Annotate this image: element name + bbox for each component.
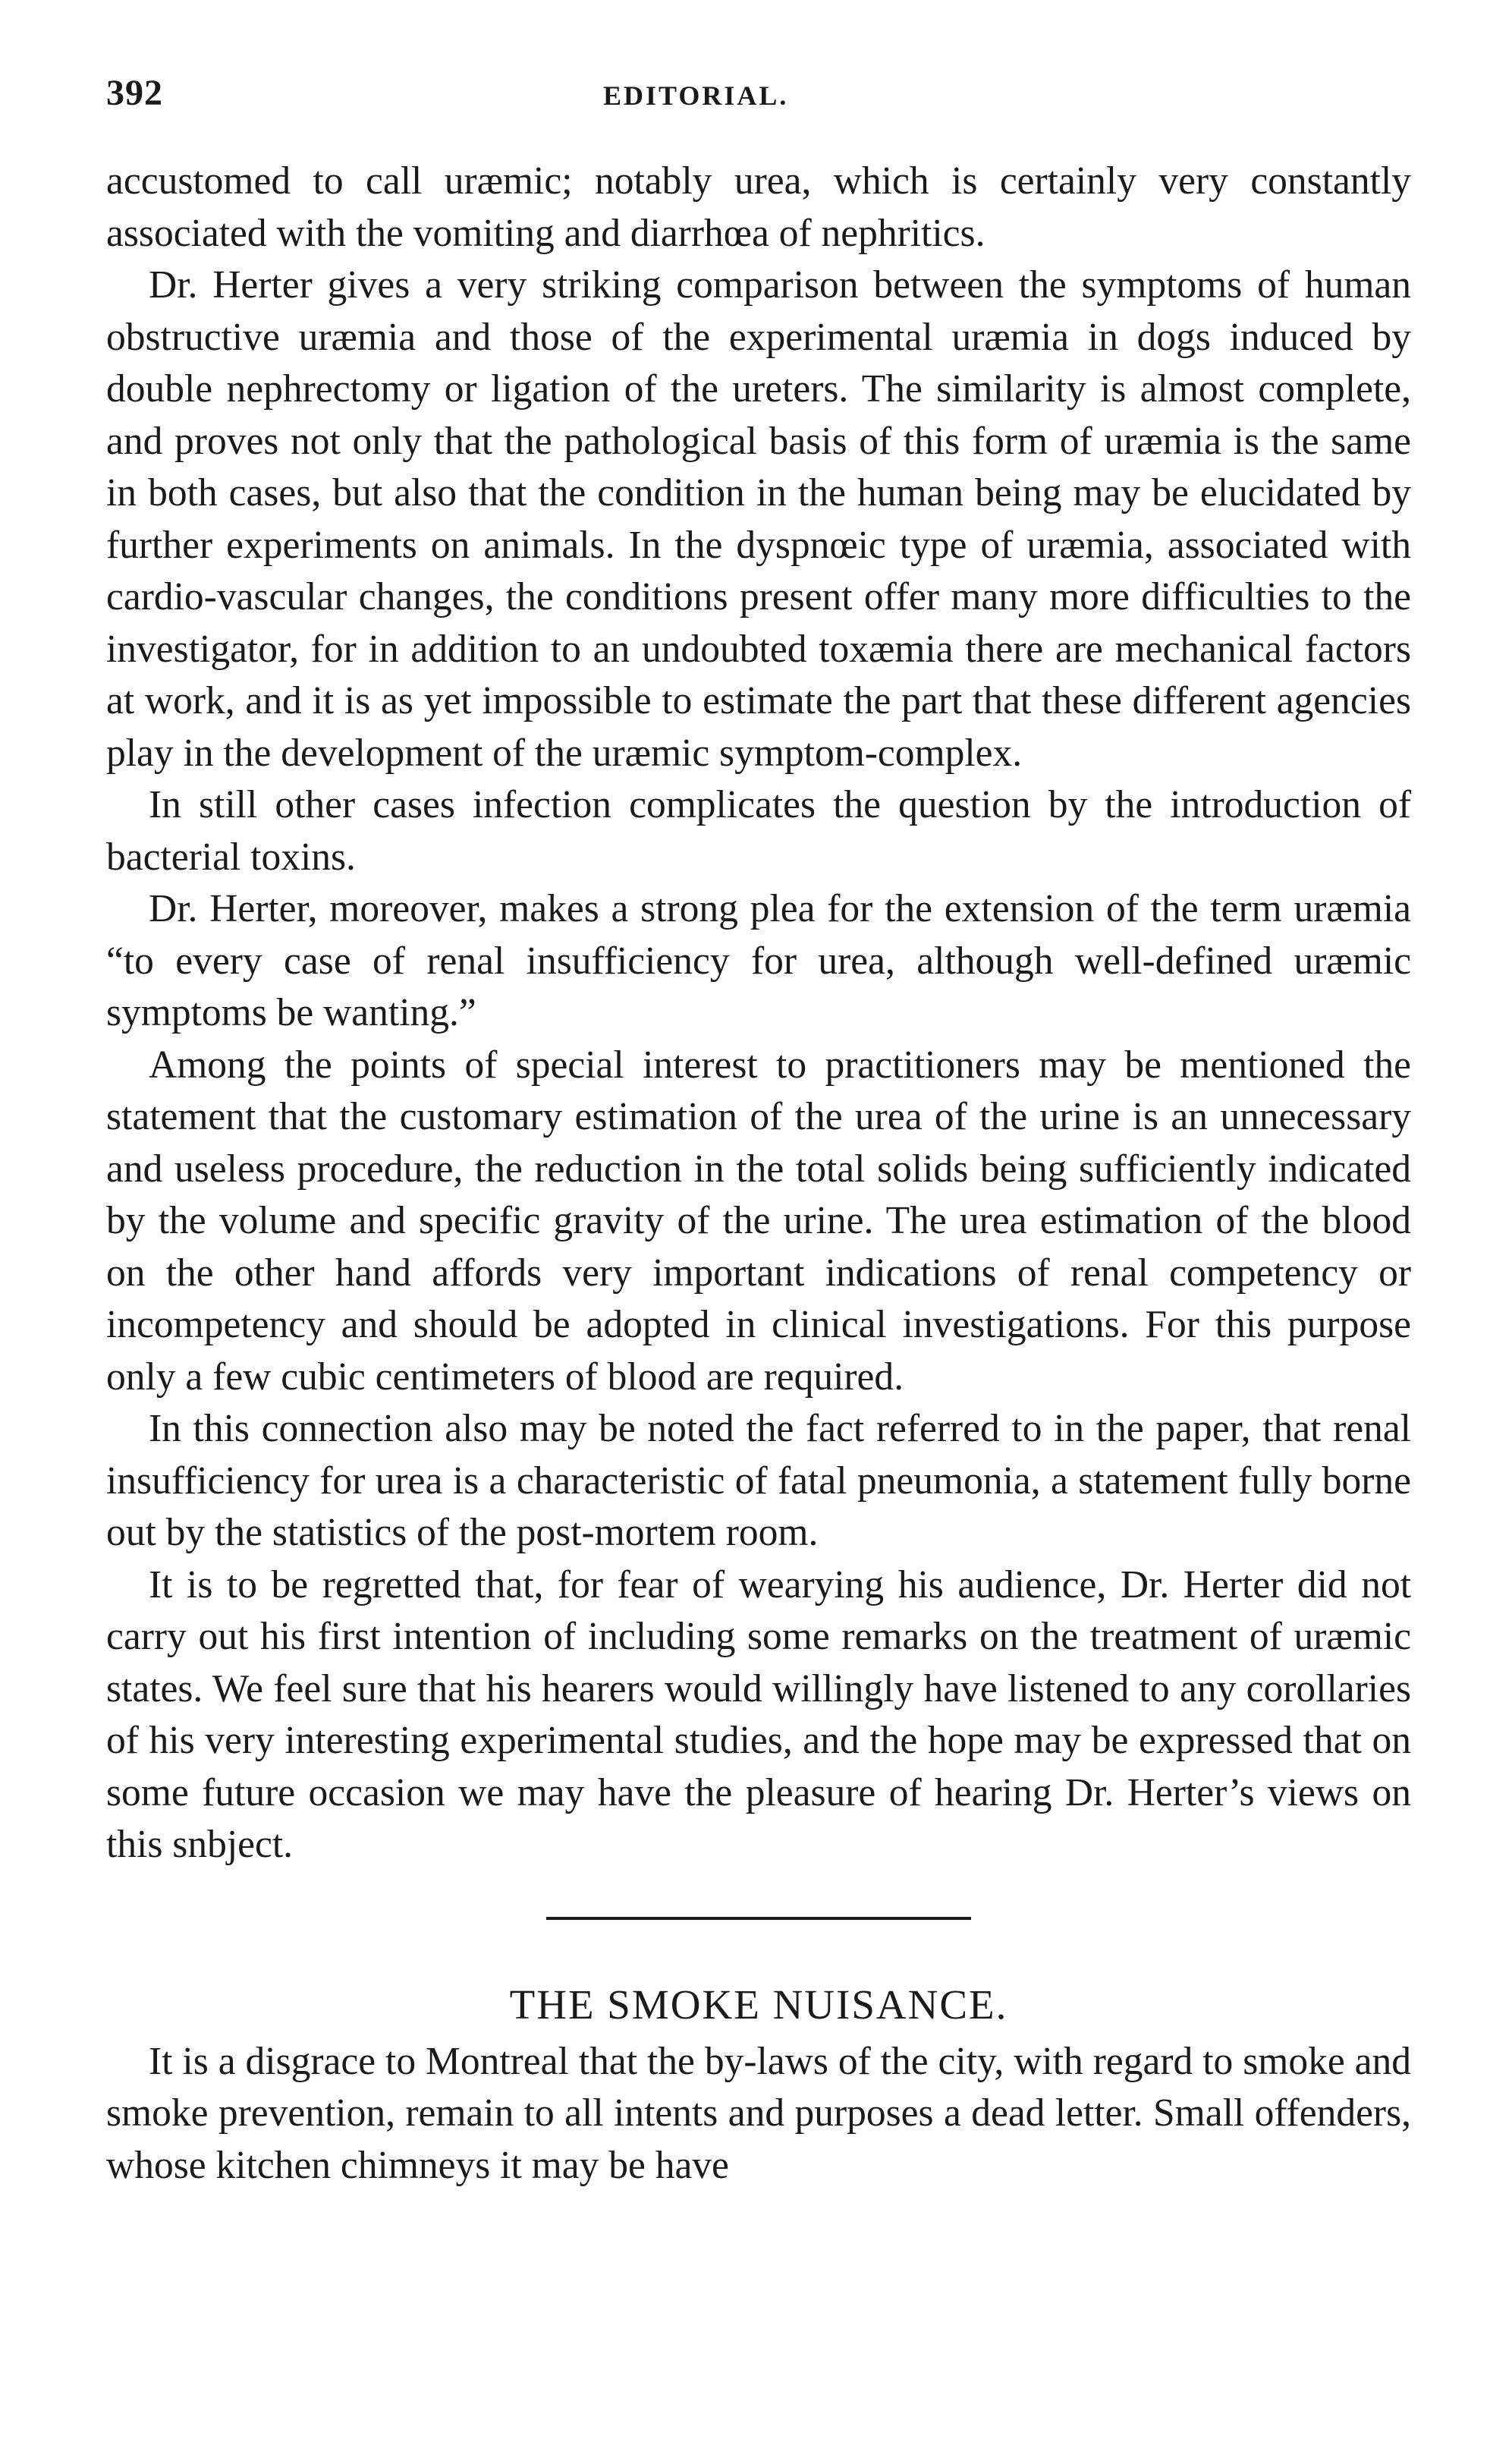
paragraph: accustomed to call uræmic; notably urea, which is certainly very constantly associated with the vomiting and diarrhœa of nephritics. [106,159,1411,255]
paragraph: Dr. Herter gives a very striking comparison between the symptoms of human obstructive uræmia and those of the experimental uræmia in dogs induced by double nephrectomy or ligation of the ureters. The similarity is almost complete, and proves not only that the pathological basis of this form of uræmia is the same in both cases, but also that the condition in the human being may be elucidated by further experiments on animals. In the dyspnœic type of uræmia, associated with cardio-vascular changes, the conditions present offer many more difficulties to the investigator, for in addition to an undoubted toxæmia there are mechanical factors at work, and it is as yet impossible to estimate the part that these different agencies play in the development of the uræmic symptom-complex. [106,263,1411,775]
section-body [106,2036,1411,2192]
article-body [106,156,1411,1871]
paragraph: It is a disgrace to Montreal that the by-laws of the city, with regard to smoke and smoke prevention, remain to all intents and purposes a dead letter. Small offenders, whose kitchen chimneys it may be have [106,2039,1411,2187]
running-title: EDITORIAL. [603,80,789,111]
paragraph: In this connection also may be noted the fact referred to in the paper, that renal insufficiency for urea is a characteristic of fatal pneumonia, a statement fully borne out by the statistics of the post-mortem room. [106,1407,1411,1554]
running-head [106,72,1411,133]
paragraph: Dr. Herter, moreover, makes a strong plea for the extension of the term uræmia “to every case of renal insufficiency for urea, although well-defined uræmic symptoms be wanting.” [106,887,1411,1034]
page-number: 392 [106,73,163,113]
paragraph: Among the points of special interest to practitioners may be mentioned the statement that the customary estimation of the urea of the urine is an unnecessary and useless procedure, the reduction in the total solids being sufficiently indicated by the volume and specific gravity of the urine. The urea estimation of the blood on the other hand affords very important indications of renal competency or incompetency and should be adopted in clinical investigations. For this purpose only a few cubic centimeters of blood are required. [106,1043,1411,1399]
paragraph: In still other cases infection complicates the question by the introduction of bacterial toxins. [106,783,1411,879]
section-divider [546,1917,971,1920]
paragraph: It is to be regretted that, for fear of wearying his audience, Dr. Herter did not carry out his first intention of including some remarks on the treatment of uræmic states. We feel sure that his hearers would willingly have listened to any corollaries of his very interesting experimental studies, and the hope may be expressed that on some future occasion we may have the pleasure of hearing Dr. Herter’s views on this snbject. [106,1562,1411,1866]
document-page [106,72,1411,2192]
section-heading: THE SMOKE NUISANCE. [509,1981,1008,2028]
